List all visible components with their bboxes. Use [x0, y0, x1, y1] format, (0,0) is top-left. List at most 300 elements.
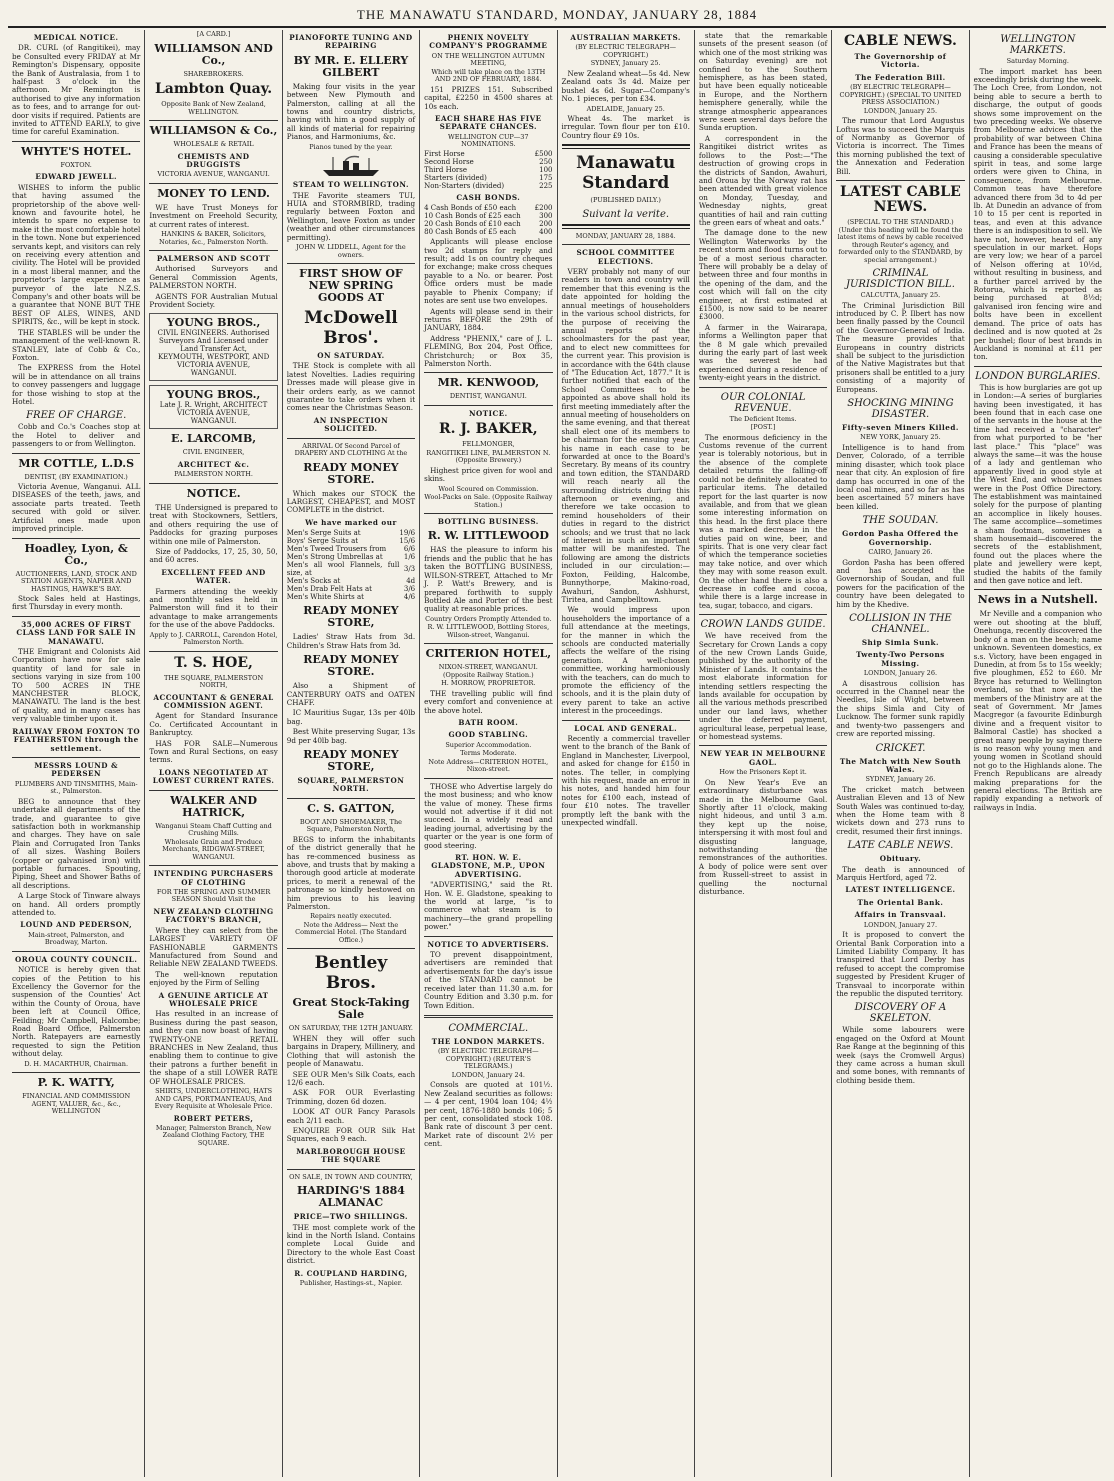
bentley-silk: SEE OUR Men's Silk Coats, each 12/6 each.	[286, 1069, 416, 1087]
phenix-sub: ON THE WELLINGTON AUTUMN MEETING,	[431, 51, 545, 68]
almanac-name: HARDING'S 1884 ALMANAC	[296, 1184, 405, 1210]
phenix-agents: Agents will please send in their returns BEFORE the 29th of JANUARY, 1884.	[424, 306, 553, 333]
cash-bond-row	[424, 204, 552, 212]
column-2	[145, 30, 282, 1477]
advert-body: THOSE who Advertise largely do the most business; and who know the value of money. These firms would not advertise if it did not succeed. In a widely read and leading journal, advertising by the quarter or the year is one form of good steering.	[424, 781, 553, 850]
criterion-addr: NIXON-STREET, WANGANUI. (Opposite Railway Station.)	[438, 663, 538, 679]
phenix-addr: Address "PHENIX," care of J. L. FLEMING, Box 204, Post Office, Christchurch; or Box 35, Palmerston North.	[424, 333, 553, 368]
county-sign: D. H. MACARTHUR, Chairman.	[24, 1059, 129, 1068]
price-row-label: Men's Serge Suits at	[286, 529, 361, 538]
kenwood-sub: DENTIST, WANGANUI.	[449, 392, 527, 401]
sugar2: Best White preserving Sugar, 13s 9d per 40lb bag.	[286, 727, 416, 745]
column-container	[8, 30, 1106, 1477]
discovery-body: While some labourers were engaged on the Oxford at Mount Rae Range at the beginning of this week (says the Cromwell Argus) they came across a human skull and some bones, with remnants of clothing beside them.	[836, 1025, 965, 1085]
phenix-shares: 151 PRIZES 151. Subscribed capital, £2250 in 4500 shares at 10s each.	[424, 84, 553, 111]
horse-prize-row	[424, 150, 552, 158]
young2-sub: Late J. R. Wright, ARCHITECT	[159, 401, 268, 410]
money-sign: HANKINS & BAKER, Solicitors, Notaries, &c., Palmerston North.	[159, 230, 269, 246]
almanac-role: Publisher, Hastings-st., Napier.	[299, 1278, 403, 1287]
littlewood-body: HAS the pleasure to inform his friends and the public that he has taken the BOTTLING BUSINESS, WILSON-STREET, Attached to Mr J. P. Watt's Brewery, and is prepared forthwith to supply Bottled Ale and Porter of the best quality at reasonable prices.	[424, 545, 553, 614]
ps-title: PALMERSON AND SCOTT	[156, 254, 271, 264]
lar-sub: CIVIL ENGINEER,	[182, 448, 245, 457]
corr-body: A correspondent in the Rangitikei district writes as follows to the Post:—"The destruction of growing crops in the districts of Sandon, Awahuri, and Oroua by the Norway rat has been attended with great violence on Monday, Tuesday, and Wednesday nights, great quantities of hail and rain cutting the green ears of wheat and oats."	[698, 133, 828, 227]
w-sub: SHAREBROKERS.	[183, 69, 244, 78]
criterion-bath: BATH ROOM.	[458, 717, 519, 727]
rms-title: READY MONEY STORE.	[303, 460, 399, 486]
lar-kind: ARCHITECT &c.	[177, 459, 250, 469]
almanac-sign: R. COUPLAND HARDING,	[294, 1268, 408, 1278]
mcd-on: ON SATURDAY.	[317, 351, 385, 360]
ps-body: Authorised Surveyors and General Commission Agents, PALMERSTON NORTH.	[149, 264, 278, 291]
cable-by: (BY ELECTRIC TELEGRAPH—COPYRIGHT.) (SPECIAL TO UNITED PRESS ASSOCIATION.)	[839, 83, 962, 107]
steamship-icon	[319, 155, 383, 177]
lar-title: E. LARCOMB,	[171, 432, 257, 446]
commercial: COMMERCIAL.	[448, 1022, 529, 1034]
cash-bond-row-label: 4 Cash Bonds of £50 each	[424, 204, 517, 213]
phenix-title: PHENIX NOVELTY COMPANY'S PROGRAMME	[429, 33, 548, 51]
wh-sub: Wanganui Steam Chaff Cutting and Crushing Mills.	[155, 821, 272, 838]
price-row-value: 4/6	[403, 593, 416, 602]
criterion-stabling: GOOD STABLING.	[448, 730, 529, 740]
notice-adv-body: TO prevent disappointment, advertisers are reminded that advertisements for the day's issue of the STANDARD cannot be received later than 11.30 a.m. for Country Edition and 3.30 p.m. for Town Edition.	[424, 950, 553, 1010]
wm-title: WELLINGTON MARKETS.	[1000, 34, 1076, 56]
horse-prize-row-value: 175	[539, 173, 553, 182]
gatton-addr: Note the Address— Next the Commercial Hotel. (The Standard Office.)	[295, 920, 407, 944]
price-row	[287, 585, 415, 593]
watt-sub: FINANCIAL AND COMMISSION AGENT, VALUER, &c., &c., WELLINGTON	[22, 1092, 131, 1116]
criterion-terms: Terms Moderate.	[460, 749, 517, 758]
price-row-label: Men's Strong Umbrellas at	[286, 553, 383, 562]
price-row-value: 15/6	[399, 537, 416, 546]
price-row-label: Boys' Serge Suits at	[286, 537, 359, 546]
price-table	[287, 529, 415, 601]
notice-body: THE Undersigned is prepared to treat with Stockowners, Settlers, and others requiring the use of Paddocks for grazing purposes within one mile of Palmerston.	[149, 502, 278, 546]
oriental-body: It is proposed to convert the Oriental Bank Corporation into a Limited Liability Company. It has transpired that Lord Derby has refused to accept the compromise suggested by President Kruger of Transvaal to incorporate within the republic the disputed territory.	[836, 930, 965, 999]
latest-int: LATEST INTELLIGENCE.	[845, 885, 956, 895]
lead-body: state that the remarkable sunsets of the present season (of which one of the most striking was on Saturday evening) are not confined to the Southern hemisphere, as has been stated, but have been equally noticeable in Europe, and the Northern hemisphere generally, while the strange atmospheric appearances were seen several days before the Sunda eruption.	[698, 31, 828, 133]
horse-prize-row-value: 225	[539, 181, 553, 190]
aus-title: AUSTRALIAN MARKETS.	[570, 33, 681, 42]
mining-body: Intelligence is to hand from Denver, Colorado, of a terrible mining disaster, which took place near that city. An explosion of fire damp has occurred in one of the local coal mines, and so far as has been ascertained 57 miners have been killed.	[836, 442, 965, 511]
horse-prize-row	[424, 158, 552, 166]
mcd-name: McDowell Bros'.	[304, 308, 398, 348]
london-date: LONDON, January 24.	[451, 1070, 525, 1079]
paper-motto: Suivant la verite.	[582, 208, 670, 220]
mining-title: SHOCKING MINING DISASTER.	[847, 398, 954, 421]
colonial-sub: The Deficient Items.	[729, 414, 797, 423]
phenix-body: Applicants will please enclose two 2d stamps for reply and result; add 1s on country cheques for exchange; make cross cheques payable to a No. or bearer. Post Office orders must be made payable to Phenix Company; if notes are sent use two envelopes.	[424, 237, 553, 306]
wh-title: WALKER AND HATRICK,	[170, 793, 258, 819]
baker-body: Highest price given for wool and skins.	[424, 465, 553, 484]
price-row-value: 3/3	[403, 565, 416, 574]
plumbers-addr: Main-street, Palmerston, and Broadway, Marton.	[28, 930, 125, 947]
soudan-sub: Gordon Pasha Offered the Governorship.	[842, 529, 959, 547]
criterion-title: CRITERION HOTEL,	[425, 647, 552, 661]
gatton-body: BEGS to inform the inhabitants of the district generally that he has re-commenced business as above, and trusts that by making a thorough good article at moderate prices, to merit a renewal of the patronage so kindly bestowed on him previous to his leaving Palmerston.	[286, 834, 416, 911]
cash-bond-row-label: 80 Cash Bonds of £5 each	[424, 228, 517, 237]
phenix-date: Which will take place on the 13TH AND 2ND OF FEBRUARY, 1884.	[431, 67, 546, 84]
column-3	[283, 30, 420, 1477]
notice-adv-title: NOTICE TO ADVERTISERS.	[427, 939, 550, 949]
aus-body: New Zealand wheat—5s 4d. New Zealand oats 3s 4d. Maize per bushel 4s 6d. Sugar—Company's No. 1 pieces, per ton £34.	[561, 68, 690, 104]
gaol-body: On New Year's Eve an extraordinary disturbance was made in the Melbourne Gaol. Shortly after 11 o'clock, making night hideous, and until 3 a.m. they kept up the noise, interspersing it with most foul and disgusting language, notwithstanding the remonstrances of the authorities. A body of police were sent over from Russell-street to assist in quelling the nocturnal disturbance.	[698, 777, 828, 897]
price-row-value: 4d	[406, 577, 416, 586]
soudan-title: THE SOUDAN.	[862, 515, 939, 527]
horse-prize-row	[424, 182, 552, 190]
piano-tuned: Pianos tuned by the year.	[309, 142, 393, 151]
cricket-date: SYDNEY, January 26.	[865, 775, 936, 784]
wm-day: Saturday Morning.	[1006, 57, 1069, 65]
late-body: The death is announced of Marquis Hertford, aged 72.	[836, 864, 965, 883]
tsh-title: T. S. HOE,	[174, 654, 253, 671]
steam-body: THE Favorite steamers TUI, HUIA and STORMBIRD, trading regularly between Foxton and Wellington, leave Foxton as under (weather and other circumstances permitting).	[286, 190, 416, 242]
column-4	[420, 30, 557, 1477]
baker-notice: NOTICE.	[468, 408, 508, 418]
young-sub: CIVIL ENGINEERS. Authorised Surveyors And Licensed under Land Transfer Act,	[157, 329, 270, 354]
cricket-sub: The Match with New South Wales.	[839, 756, 962, 774]
dentist-sub: DENTIST, (BY EXAMINATION.)	[24, 472, 128, 481]
cricket-body: The cricket match between Australian Eleven and 13 of New South Wales was continued to-day, when the Home team with 8 wickets down and 273 runs to credit, resumed their first innings.	[836, 784, 965, 836]
cloth-title: INTENDING PURCHASERS OF CLOTHING	[153, 869, 274, 887]
price-row	[287, 561, 415, 577]
criterion-body: THE travelling public will find every comfort and convenience at the above hotel.	[424, 688, 553, 715]
tsh-loans: LOANS NEGOTIATED AT LOWEST CURRENT RATES.	[152, 767, 275, 786]
cable-body: The rumour that Lord Augustus Loftus was to succeed the Marquis of Normanby as Governor of Victoria is incorrect. The Times this morning published the text of the Annexation and Federation Bill.	[836, 116, 965, 176]
hotel-coach: Cobb and Co.'s Coaches stop at the Hotel to deliver and passengers to or from Wellington.	[12, 422, 141, 449]
ps-agents: AGENTS FOR Australian Mutual Provident Society.	[149, 291, 278, 310]
notice-title: NOTICE.	[186, 486, 241, 500]
oriental-date: LONDON, January 27.	[863, 920, 938, 929]
price-row	[287, 545, 415, 553]
column-7	[832, 30, 969, 1477]
bentley-date: ON SATURDAY, THE 12TH JANUARY.	[288, 1024, 413, 1033]
cloth-items: SHIRTS, UNDERCLOTHING, HATS AND CAPS, PORTMANTEAUS, And Every Requisite at Wholesale Price.	[154, 1087, 273, 1111]
cash-bond-row-value: 300	[539, 212, 553, 221]
gatton-repairs: Repairs neatly executed.	[310, 912, 392, 921]
collision-sub2: Twenty-Two Persons Missing.	[856, 650, 945, 668]
tsh-sale: HAS FOR SALE—Numerous Town and Rural Sections, on easy terms.	[149, 738, 278, 765]
horse-prize-row-label: First Horse	[424, 149, 465, 158]
w2-title: WILLIAMSON & Co.,	[149, 124, 278, 137]
price-row-value: 3/6	[403, 585, 416, 594]
inspection: AN INSPECTION SOLICITED.	[313, 415, 389, 434]
young-addr: KEYMOUTH, WESTPORT, AND VICTORIA AVENUE, WANGANUI.	[157, 353, 270, 378]
baker-wool: Wool Scoured on Commission.	[438, 484, 539, 493]
column-1	[8, 30, 145, 1477]
colonial-title: OUR COLONIAL REVENUE.	[720, 391, 806, 414]
rms-marked: We have marked our	[305, 517, 397, 527]
w2-kind: CHEMISTS AND DRUGGISTS	[177, 151, 250, 169]
horse-prize-row-label: Second Horse	[424, 157, 474, 166]
bentley-parasol: LOOK AT OUR Fancy Parasols each 2/11 each.	[286, 1107, 416, 1125]
criminal-title: CRIMINAL JURISDICTION BILL.	[845, 268, 955, 291]
steam-title: STEAM TO WELLINGTON.	[292, 180, 409, 190]
bentley-ask: ASK FOR OUR Everlasting Trimming, dozen 6d dozen.	[286, 1088, 416, 1106]
cash-bond-row-value: 400	[539, 228, 553, 237]
almanac-price: PRICE—TWO SHILLINGS.	[293, 1212, 409, 1222]
mining-date: NEW YORK, January 25.	[860, 433, 941, 442]
cash-bond-row	[424, 228, 552, 236]
young2-title: YOUNG BROS.,	[166, 388, 261, 402]
kenwood-title: MR. KENWOOD,	[437, 376, 540, 390]
steam-agent: JOHN W. LIDDELL, Agent for the owners.	[296, 243, 406, 259]
cloth-rep: The well-known reputation enjoyed by the Firm of Selling	[149, 969, 278, 988]
horse-prize-row	[424, 174, 552, 182]
rms2: READY MONEY STORE,	[303, 604, 399, 630]
littlewood-orders: Country Orders Promptly Attended to.	[425, 614, 552, 623]
w-title: WILLIAMSON AND Co.,	[154, 41, 273, 67]
feed-title: EXCELLENT FEED AND WATER.	[161, 567, 266, 586]
cable-title: CABLE NEWS.	[843, 33, 957, 49]
gatton-sub: BOOT AND SHOEMAKER, The Square, Palmerston North,	[299, 817, 403, 834]
aus-date: SYDNEY, January 25.	[590, 59, 661, 68]
damage-body: The damage done to the new Wellington Waterworks by the recent storm and flood turns out to be of a most serious character. There will probably be a delay of between three and four months in the opening of the dam, and the cost which will fall on the city engineer, at first estimated at £1500, is now said to be nearer £3000.	[698, 228, 828, 322]
cash-bond-row-label: 10 Cash Bonds of £25 each	[424, 212, 521, 221]
young-ad	[149, 313, 277, 381]
w2-addr: VICTORIA AVENUE, WANGANUI.	[157, 170, 270, 179]
oriental: The Oriental Bank.	[857, 897, 944, 907]
cloth-gen: A GENUINE ARTICLE AT WHOLESALE PRICE	[158, 990, 269, 1008]
adelaide-body: Wheat 4s. The market is irregular. Town flour per ton £10. Country flour £9 10s.	[561, 114, 690, 140]
column-6	[695, 30, 832, 1477]
wh-body: Wholesale Grain and Produce Merchants, RIDGWAY-STREET, WANGANUI.	[162, 837, 265, 861]
local-body: Recently a commercial traveller went to the branch of the Bank of England in Manchester, Liverpool, and asked for change for £150 in notes. The teller, in complying with his request, made an error in his notes, and handed him four notes for £100 each, instead of four £10 notes. The traveller promptly left the bank with the unexpected windfall.	[561, 734, 690, 828]
sc-body: VERY probably not many of our readers in town and country will remember that this evening is the date appointed for holding the annual meetings of householders in the various school districts, for the purpose of receiving the annual reports of the schoolmasters for the past year, and to elect new committees for the current year. This provision is in accordance with the 64th clause of "The Education Act, 1877." It is further notified that each of the School Committees to be appointed as above shall hold its first meeting immediately after the annual meeting of householders on the same evening, and that thereat shall elect one of its members to be chairman for the ensuing year, his name in each case to be forwarded at once to the Board's Secretary. By means of its country and town edition, the STANDARD will reach nearly all the surrounding districts during this afternoon or evening, and therefore we take occasion to remind householders of their duties in regard to the district schools; and we trust that no lack of interest in such an important matter will be manifested. The following are among the districts included in our circulation:—Foxton, Feilding, Halcombe, Bunnythorpe, Makino-road, Awahuri, Sandon, Ashhurst, Tiritea, and Campbelltown.	[561, 267, 690, 604]
late-sub: Obituary.	[879, 854, 922, 864]
tsh-addr: THE SQUARE, PALMERSTON NORTH,	[163, 673, 264, 690]
cloth-role: Manager, Palmerston Branch, New Zealand Clothing Factory, THE SQUARE.	[155, 1123, 272, 1147]
price-row	[287, 529, 415, 537]
plumbers-name: LOUND AND PEDERSON,	[20, 920, 133, 930]
cash-bond-row-label: 20 Cash Bonds of £10 each	[424, 220, 521, 229]
littlewood-sign: R. W. LITTLEWOOD, Bottling Stores, Wilson-street, Wanganui.	[427, 623, 550, 639]
cash-bond-row	[424, 220, 552, 228]
auction-body: Stock Sales held at Hastings, first Thursday in every month.	[12, 594, 141, 612]
feed-body: Farmers attending the weekly and monthly sales held in Palmerston will find it to their advantage to make arrangements for the use of the above Paddocks.	[149, 586, 278, 630]
collision-title: COLLISION IN THE CHANNEL.	[849, 612, 952, 635]
arrival: ARRIVAL Of Second Parcel of DRAPERY AND CLOTHING At the	[294, 441, 408, 458]
w-card: [A CARD.]	[196, 30, 231, 38]
horse-prize-row-label: Third Horse	[424, 165, 467, 174]
plumbers-body: BEG to announce that they undertake all departments of the trade, and guarantee to give satisfaction both in workmanship and charges. They have on sale Plain and Corrugated Iron Tanks of all sizes. Washing Boilers (copper or galvanised iron) with portable furnaces. Spouting, Piping, Sheet and Shower Baths of all descriptions.	[12, 796, 141, 890]
price-row-value: 6/6	[403, 545, 416, 554]
piano-by: BY MR. E. ELLERY GILBERT	[293, 53, 409, 79]
straw: Ladies' Straw Hats from 3d. Children's Straw Hats from 3d.	[286, 632, 416, 650]
late-title: LATE CABLE NEWS.	[847, 840, 954, 852]
young2-ad	[149, 385, 277, 429]
auction-sub: AUCTIONEERS, LAND, STOCK AND STATION AGENTS, NAPIER AND HASTINGS, HAWKE'S BAY.	[15, 569, 137, 593]
colonial-body: The enormous deficiency in the Customs revenue of the current year is tolerably notorious, but in the absence of the complete detailed returns the falling-off could not be definitely allocated to particular items. The detailed report for the last quarter is now available, and from that we glean some interesting information on this head. In the first place there was a marked decrease in the duties paid on wine, beer, and spirits. That is one very clear fact of which the temperance societies may take notice, and over which they may with some reason exult. On the other hand there is also a decrease in coffee and cocoa, while there is a large increase in tea, sugar, tobacco, and cigars.	[698, 432, 828, 610]
adelaide: ADELAIDE, January 25.	[586, 104, 665, 113]
bentley-enquire: ENQUIRE FOR OUR Silk Hat Squares, each 9 each.	[286, 1125, 416, 1144]
cash-bond-row-value: £200	[534, 204, 553, 213]
hotel-body: WISHES to inform the public that having assumed the proprietorship of the above well-known and favourite hotel, he intends to spare no expense to make it the most comfortable hotel in the town. None but experienced servants kept, and visitors can rely on receiving every attention and civility. The Hotel will be provided in a most liberal manner, and the proprietor's large experience as purveyor of the late N.Z.S. Company's and other boats will be a guarantee that NONE BUT THE BEST OF ALES, WINES, AND SPIRITS, &c., will be kept in stock.	[12, 182, 141, 327]
tsh-body: Agent for Standard Insurance Co. Certificated Accountant in Bankruptcy.	[149, 711, 278, 738]
price-row-label: Men's Drab Felt Hats at	[286, 585, 372, 594]
almanac-title: ON SALE, IN TOWN AND COUNTRY,	[289, 1172, 413, 1181]
transvaal: Affairs in Transvaal.	[854, 910, 947, 920]
collision-body: A disastrous collision has occurred in the Channel near the Needles, Isle of Wight, between the ships Simla and City of Lucknow. The former sunk rapidly and twenty-two passengers and crew are reported missing.	[836, 678, 965, 739]
price-row-label: Men's White Shirts at	[286, 593, 364, 602]
dentist-body: Victoria Avenue, Wanganui. ALL DISEASES of the teeth, jaws, and associate parts treated. Teeth secured with gold or silver. Artificial ones made upon improved principle.	[12, 482, 141, 534]
horse-prize-row-value: £500	[534, 149, 553, 158]
horse-prize-row-value: 250	[539, 157, 553, 166]
cloth-sign: ROBERT PETERS,	[173, 1113, 254, 1123]
money-body: WE have Trust Moneys for Investment on Freehold Security, at current rates of interest.	[149, 202, 278, 229]
criminal-date: CALCUTTA, January 25.	[860, 291, 941, 300]
piano-title: PIANOFORTE TUNING AND REPAIRING	[289, 33, 413, 51]
latest-title: LATEST CABLE NEWS.	[840, 184, 961, 216]
burg-title: LONDON BURGLARIES.	[975, 370, 1101, 382]
county-title: OROUA COUNTY COUNCIL.	[14, 954, 138, 964]
price-row	[287, 577, 415, 585]
column-5	[558, 30, 695, 1477]
horse-prize-row-value: 100	[539, 165, 553, 174]
hotel-place: FOXTON.	[60, 160, 92, 169]
sc-body2: We would impress upon householders the importance of a full attendance at the meetings, for the manner in which the schools are conducted materially affects the welfare of the rising generation. A well-chosen committee, working harmoniously with the teachers, can do much to promote the efficiency of the schools, and it is the plain duty of every parent to take an active interest in the proceedings.	[561, 605, 690, 716]
paper-title: Manawatu Standard	[576, 153, 676, 194]
rms-body: Which makes our STOCK the LARGEST, CHEAPEST, and MOST COMPLETE in the district.	[286, 488, 416, 515]
feed-apply: Apply to J. CARROLL, Carendon Hotel, Palmerston North.	[149, 630, 278, 647]
young-title: YOUNG BROS.,	[166, 316, 261, 330]
cloth-body: Where they can select from the LARGEST VARIETY OF FASHIONABLE GARMENTS Manufactured from Sound and Reliable NEW ZEALAND TWEEDS.	[149, 925, 278, 969]
medical-notice-body: DR. CURL (of Rangitikei), may be Consulted every FRIDAY at Mr Remington's Dispensary, opposite the Bank of Australasia, from 1 to half-past 3 o'clock in the afternoon. Mr Remington is authorised to give any information as to fees, and to arrange for out-door visits if required. Patients are invited to ATTEND EARLY, to give time for careful Examination.	[12, 43, 141, 137]
canterbury: Also a Shipment of CANTERBURY OATS and OATEN CHAFF.	[286, 681, 416, 707]
littlewood-title: R. W. LITTLEWOOD	[427, 529, 549, 543]
price-row	[287, 553, 415, 561]
hotel-title: WHYTE'S HOTEL.	[20, 144, 132, 158]
discovery-title: DISCOVERY OF A SKELETON.	[854, 1002, 947, 1025]
cricket-title: CRICKET.	[875, 742, 926, 754]
gaol-sub: How the Prisoners Kept it.	[719, 768, 807, 777]
london-body: Consols are quoted at 101½. New Zealand securities as follows:— 4 per cent, 1904 loan 104; 4½ per cent, 1876-1880 bonds 106; 5 per cent, consolidated stock 108. Bank rate of discount 3 per cent. Market rate of discount 2½ per cent.	[424, 1080, 553, 1149]
soudan-body: Gordon Pasha has been offered and has accepted the Governorship of Soudan, and full powers for the pacification of the country have been delegated to him by the Khedive.	[836, 557, 965, 609]
crown-body: We have received from the Secretary for Crown Lands a copy of the new Crown Lands Guide, published by the authority of the Minister of Lands. It contains the most elaborate information for intending settlers respecting the lands available for occupation by all the various methods prescribed under our land laws, whether under the deferred payment, agricultural lease, perpetual lease, or homestead systems.	[698, 631, 828, 742]
nut-body: Mr Neville and a companion who were out shooting at the bluff, Onehunga, recently discovered the body of a man on the beach; name unknown. Seventeen domestics, ex s.s. Victory, have been engaged in Dunedin, at from 5s to 15s weekly; five ploughmen, £52 to £60. Mr Bryce has returned to Wellington overland, so that now all the members of the Ministry are at the seat of Government. Mr James Macgregor (a favourite Edinburgh divine and a frequent visitor to Balmoral Castle) has shocked a great many people by saying there is no reason why young men and young women in Scotland should not go to the Highlands alone. The French Republicans are already making preparations for the general elections. The British are rapidly expanding a network of railways in India.	[973, 609, 1102, 812]
gladstone-body: "ADVERTISING," said the Rt. Hon. W. E. Gladstone, speaking to the world at large, "is to commerce what steam is to machinery—the grand propelling power."	[424, 880, 553, 932]
piano-body: Making four visits in the year between New Plymouth and Palmerston, calling at all the towns and country districts, having with him a good supply of all kinds of material for repairing Pianos, and Harmoniums, &c.	[286, 81, 416, 142]
bentley-name: Bentley Bros.	[314, 953, 388, 994]
lar-addr: PALMERSTON NORTH.	[174, 470, 253, 479]
first-show: FIRST SHOW OF NEW SPRING GOODS AT	[299, 267, 403, 304]
plumbers-extra: A Large Stock of Tinware always on hand. All orders promptly attended to.	[12, 891, 141, 917]
nut-title: News in a Nutshell.	[977, 593, 1098, 607]
plumbers-title: MESSRS LOUND & PEDERSEN	[34, 760, 119, 779]
cloth-name: NEW ZEALAND CLOTHING FACTORY'S BRANCH,	[153, 906, 274, 925]
tsh-kind: ACCOUNTANT & GENERAL COMMISSION AGENT.	[153, 692, 274, 710]
colonial-src: [POST.]	[750, 423, 776, 432]
gatton-title: C. S. GATTON,	[307, 801, 395, 815]
collision-sub: Ship Simla Sunk.	[861, 637, 940, 647]
price-row-label: Men's Socks at	[286, 577, 341, 586]
criterion-note: Note Address—CRITERION HOTEL, Nixon-street.	[428, 757, 549, 774]
page-masthead: THE MANAWATU STANDARD, MONDAY, JANUARY 28, 1884	[8, 4, 1106, 28]
money-title: MONEY TO LEND.	[157, 186, 270, 200]
criterion-owner: H. MORROW, PROPRIETOR.	[441, 679, 536, 688]
medical-notice-title: MEDICAL NOTICE.	[33, 33, 119, 42]
price-row-value: 1/6	[403, 553, 416, 562]
hotel-free: FREE OF CHARGE.	[26, 410, 127, 422]
phenix-each: EACH SHARE HAS FIVE SEPARATE CHANCES.	[434, 114, 542, 132]
sugar: IC Mauritius Sugar, 13s per 40lb bag.	[286, 708, 416, 726]
horse-prize-row	[424, 166, 552, 174]
wm-body: The import market has been exceedingly brisk during the week. The Loch Cree, from London, not being able to secure a berth to discharge, the output of goods shows some improvement on the two preceding weeks. We observe from Melbourne advices that the probability of war between China and France has been the means of causing a considerable speculative spirit in teas, and some large orders were given to China, in consequence, from Melbourne. Common teas have therefore advanced there from 3d to 4d per lb. At Dunedin an advance of from 10 to 15 per cent is reported in teas, and even at this advance there is an indisposition to sell. We have not, however, heard of any speculation in our market. Hops are very low; we hear of a parcel of Nelson offering at 10½d, without resulting in business, and a further parcel arrived by the Rotorua, which is reported as being purchased at 8½d; galvanised iron fencing wire and bolts have been in excellent demand. The price of oats has declined and is now quoted at 2s per bushel; flour of best brands in Auckland is nominal at £11 per ton.	[973, 66, 1102, 362]
london-markets: THE LONDON MARKETS.	[431, 1036, 545, 1046]
cloth-inc: Has resulted in an increase of Business during the past season, and they can now boast of having TWENTY-ONE RETAIL BRANCHES in New Zealand, thus enabling them to continue to give their patrons a further benefit in the shape of a still LOWER RATE OF WHOLESALE PRICES.	[149, 1009, 278, 1086]
soudan-date: CAIRO, January 26.	[868, 548, 933, 556]
cable-h1: The Governorship of Victoria.	[854, 52, 947, 70]
collision-date: LONDON, January 26.	[863, 669, 938, 678]
young2-addr: VICTORIA AVENUE, WANGANUI.	[176, 409, 251, 426]
gaol-title: NEW YEAR IN MELBOURNE GAOL.	[700, 749, 826, 767]
baker-title: R. J. BAKER,	[438, 421, 538, 438]
horses-table	[424, 150, 552, 190]
criterion-accommodation: Superior Accommodation.	[445, 740, 532, 749]
cash-bond-row	[424, 212, 552, 220]
baker-sub: FELLMONGER,	[462, 440, 515, 449]
hotel-stables: THE STABLES will be under the management of the well-known R. STANLEY, late of Cobb & Co., Foxton.	[12, 327, 141, 362]
plumbers-sub: PLUMBERS AND TINSMITHS, Main-st., Palmerston.	[14, 779, 138, 796]
auction-title: Hoadley, Lyon, & Co.,	[24, 541, 128, 567]
cable-h2: The Federation Bill.	[855, 72, 946, 82]
baker-addr: RANGITIKEI LINE, PALMERSTON N. (Opposite Brewery.)	[426, 448, 551, 465]
w2-sub: WHOLESALE & RETAIL	[173, 140, 254, 148]
price-row-value: 19/6	[399, 529, 416, 538]
bentley-kind: Great Stock-Taking Sale	[292, 996, 410, 1022]
london-by: (BY ELECTRIC TELEGRAPH—COPYRIGHT.) (REUTER'S TELEGRAMS.)	[437, 1047, 539, 1071]
w-opp: Opposite Bank of New Zealand, WELLINGTON.	[161, 100, 266, 116]
price-row-label: Men's all wool Flannels, full size, at	[286, 561, 400, 578]
land-body: THE Emigrant and Colonists Aid Corporation have now for sale quantity of land for sale in sections varying in size from 100 TO 500 ACRES IN THE MANCHESTER BLOCK, MANAWATU. The land is the best of quality, and in many cases has very valuable timber upon it.	[12, 647, 141, 724]
rms4: READY MONEY STORE,	[303, 747, 399, 773]
square: SQUARE, PALMERSTON NORTH.	[297, 775, 405, 794]
land-railway: RAILWAY FROM FOXTON TO FEATHERSTON through the settlement.	[12, 726, 141, 753]
price-row-label: Men's Tweed Trousers from	[286, 545, 387, 554]
price-row	[287, 537, 415, 545]
watt-title: P. K. WATTY,	[37, 1076, 115, 1090]
mining-sub: Fifty-seven Miners Killed.	[842, 423, 959, 433]
paper-date: MONDAY, JANUARY 28, 1884.	[575, 231, 676, 240]
larnach-body: A farmer in the Wairarapa, informs a Wellington paper that the 8 M gale which prevailed during the early part of last week was the severest he had experienced during a residence of twenty-eight years in the district.	[698, 322, 828, 383]
sc-title: SCHOOL COMMITTEE ELECTIONS.	[576, 248, 675, 266]
burg-body: This is how burglaries are got up in London:—A series of burglaries having been investigated, it has been found that in each case one of the servants in the house at the time had received a "character" from what purported to be "her last place." This "place" was always the same—it was the house of a lady and gentleman who apparently lived in good style at the West End, and whose names were in the Post Office Directory. The establishment was maintained solely for the purpose of planting an accomplice in likely houses. The same accomplice—sometimes a sham footman, sometimes a sham housemaid—discovered the secrets of the establishment, found out the places where the plate and jewellery were kept, studied the habits of the family and then gave notice and left.	[973, 382, 1102, 586]
gladstone-title: RT. HON. W. E. GLADSTONE, M.P., UPON ADVERTISING.	[431, 853, 546, 879]
bottling: BOTTLING BUSINESS.	[437, 517, 539, 527]
criminal-body: The Criminal Jurisdiction Bill introduced by C. P. Ilbert has now been finally passed by the Council of the Governor-General of India. The measure provides that Europeans in country districts shall be subject to the jurisdiction of the Native Magistrates but that prisoners shall be entitled to a jury consisting of a majority of Europeans.	[836, 300, 965, 394]
w-place: Lambton Quay.	[154, 81, 273, 97]
cable-date: LONDON, January 25.	[863, 106, 938, 115]
cloth-sub: FOR THE SPRING AND SUMMER SEASON Should Visit the	[156, 887, 271, 904]
latest-sub: (SPECIAL TO THE STANDARD.) (Under this heading will be found the latest items of news by cable received through Reuter's agency, and forwarded only to the STANDARD, by special arrangement.)	[837, 218, 964, 264]
phenix-cup: WELLINGTON CUP—37 NOMINATIONS.	[448, 132, 529, 149]
almanac-body: THE most complete work of the kind in the North Island. Contains complete Local Guide and Directory to the whole East Coast district.	[286, 1222, 416, 1266]
rms3: READY MONEY STORE.	[303, 653, 399, 679]
notice-size: Size of Paddocks, 17, 25, 30, 50, and 60 acres.	[149, 546, 278, 565]
crown-title: CROWN LANDS GUIDE.	[700, 619, 826, 631]
local-title: LOCAL AND GENERAL.	[574, 723, 678, 733]
price-row	[287, 593, 415, 601]
paper-sub: (PUBLISHED DAILY.)	[590, 196, 661, 205]
hotel-express: The EXPRESS from the Hotel will be in attendance on all trains to convey passengers and luggage for those wishing to stop at the Hotel.	[12, 363, 141, 406]
column-8	[970, 30, 1106, 1477]
cash-bond-row-value: 200	[539, 220, 553, 229]
dentist-title: MR COTTLE, L.D.S	[18, 456, 135, 470]
bonds-table	[424, 204, 552, 236]
aus-by: (BY ELECTRIC TELEGRAPH—COPYRIGHT.)	[575, 43, 676, 59]
cash-bonds: CASH BONDS.	[456, 192, 521, 202]
bentley-body: WHEN they will offer such bargains in Drapery, Millinery, and Clothing that will astonish the people of Manawatu.	[286, 1033, 416, 1069]
baker-wool-packs: Wool-Packs on Sale. (Opposite Railway Station.)	[424, 493, 553, 509]
